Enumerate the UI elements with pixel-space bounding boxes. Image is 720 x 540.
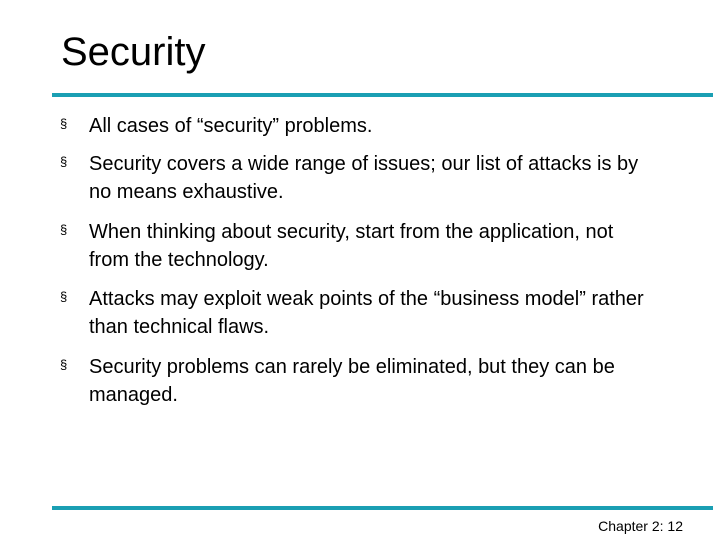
title-divider — [52, 93, 713, 97]
bullet-text: When thinking about security, start from the application, not from the technology. — [89, 221, 614, 271]
slide-title: Security — [61, 30, 206, 74]
bullet-text: Attacks may exploit weak points of the “business model” rather than technical flaws. — [89, 288, 644, 338]
bullet-marker-icon: § — [60, 289, 68, 304]
bullet-text: Security problems can rarely be eliminated, but they can be managed. — [89, 356, 615, 406]
bullet-marker-icon: § — [60, 154, 68, 169]
bullet-marker-icon: § — [60, 357, 68, 372]
footer-divider — [52, 506, 713, 510]
bullet-text: All cases of “security” problems. — [89, 115, 373, 137]
bullet-marker-icon: § — [60, 116, 68, 131]
bullet-marker-icon: § — [60, 222, 68, 237]
page-number: Chapter 2: 12 — [598, 518, 683, 534]
bullet-text: Security covers a wide range of issues; our list of attacks is by no means exhaustive. — [89, 153, 639, 203]
